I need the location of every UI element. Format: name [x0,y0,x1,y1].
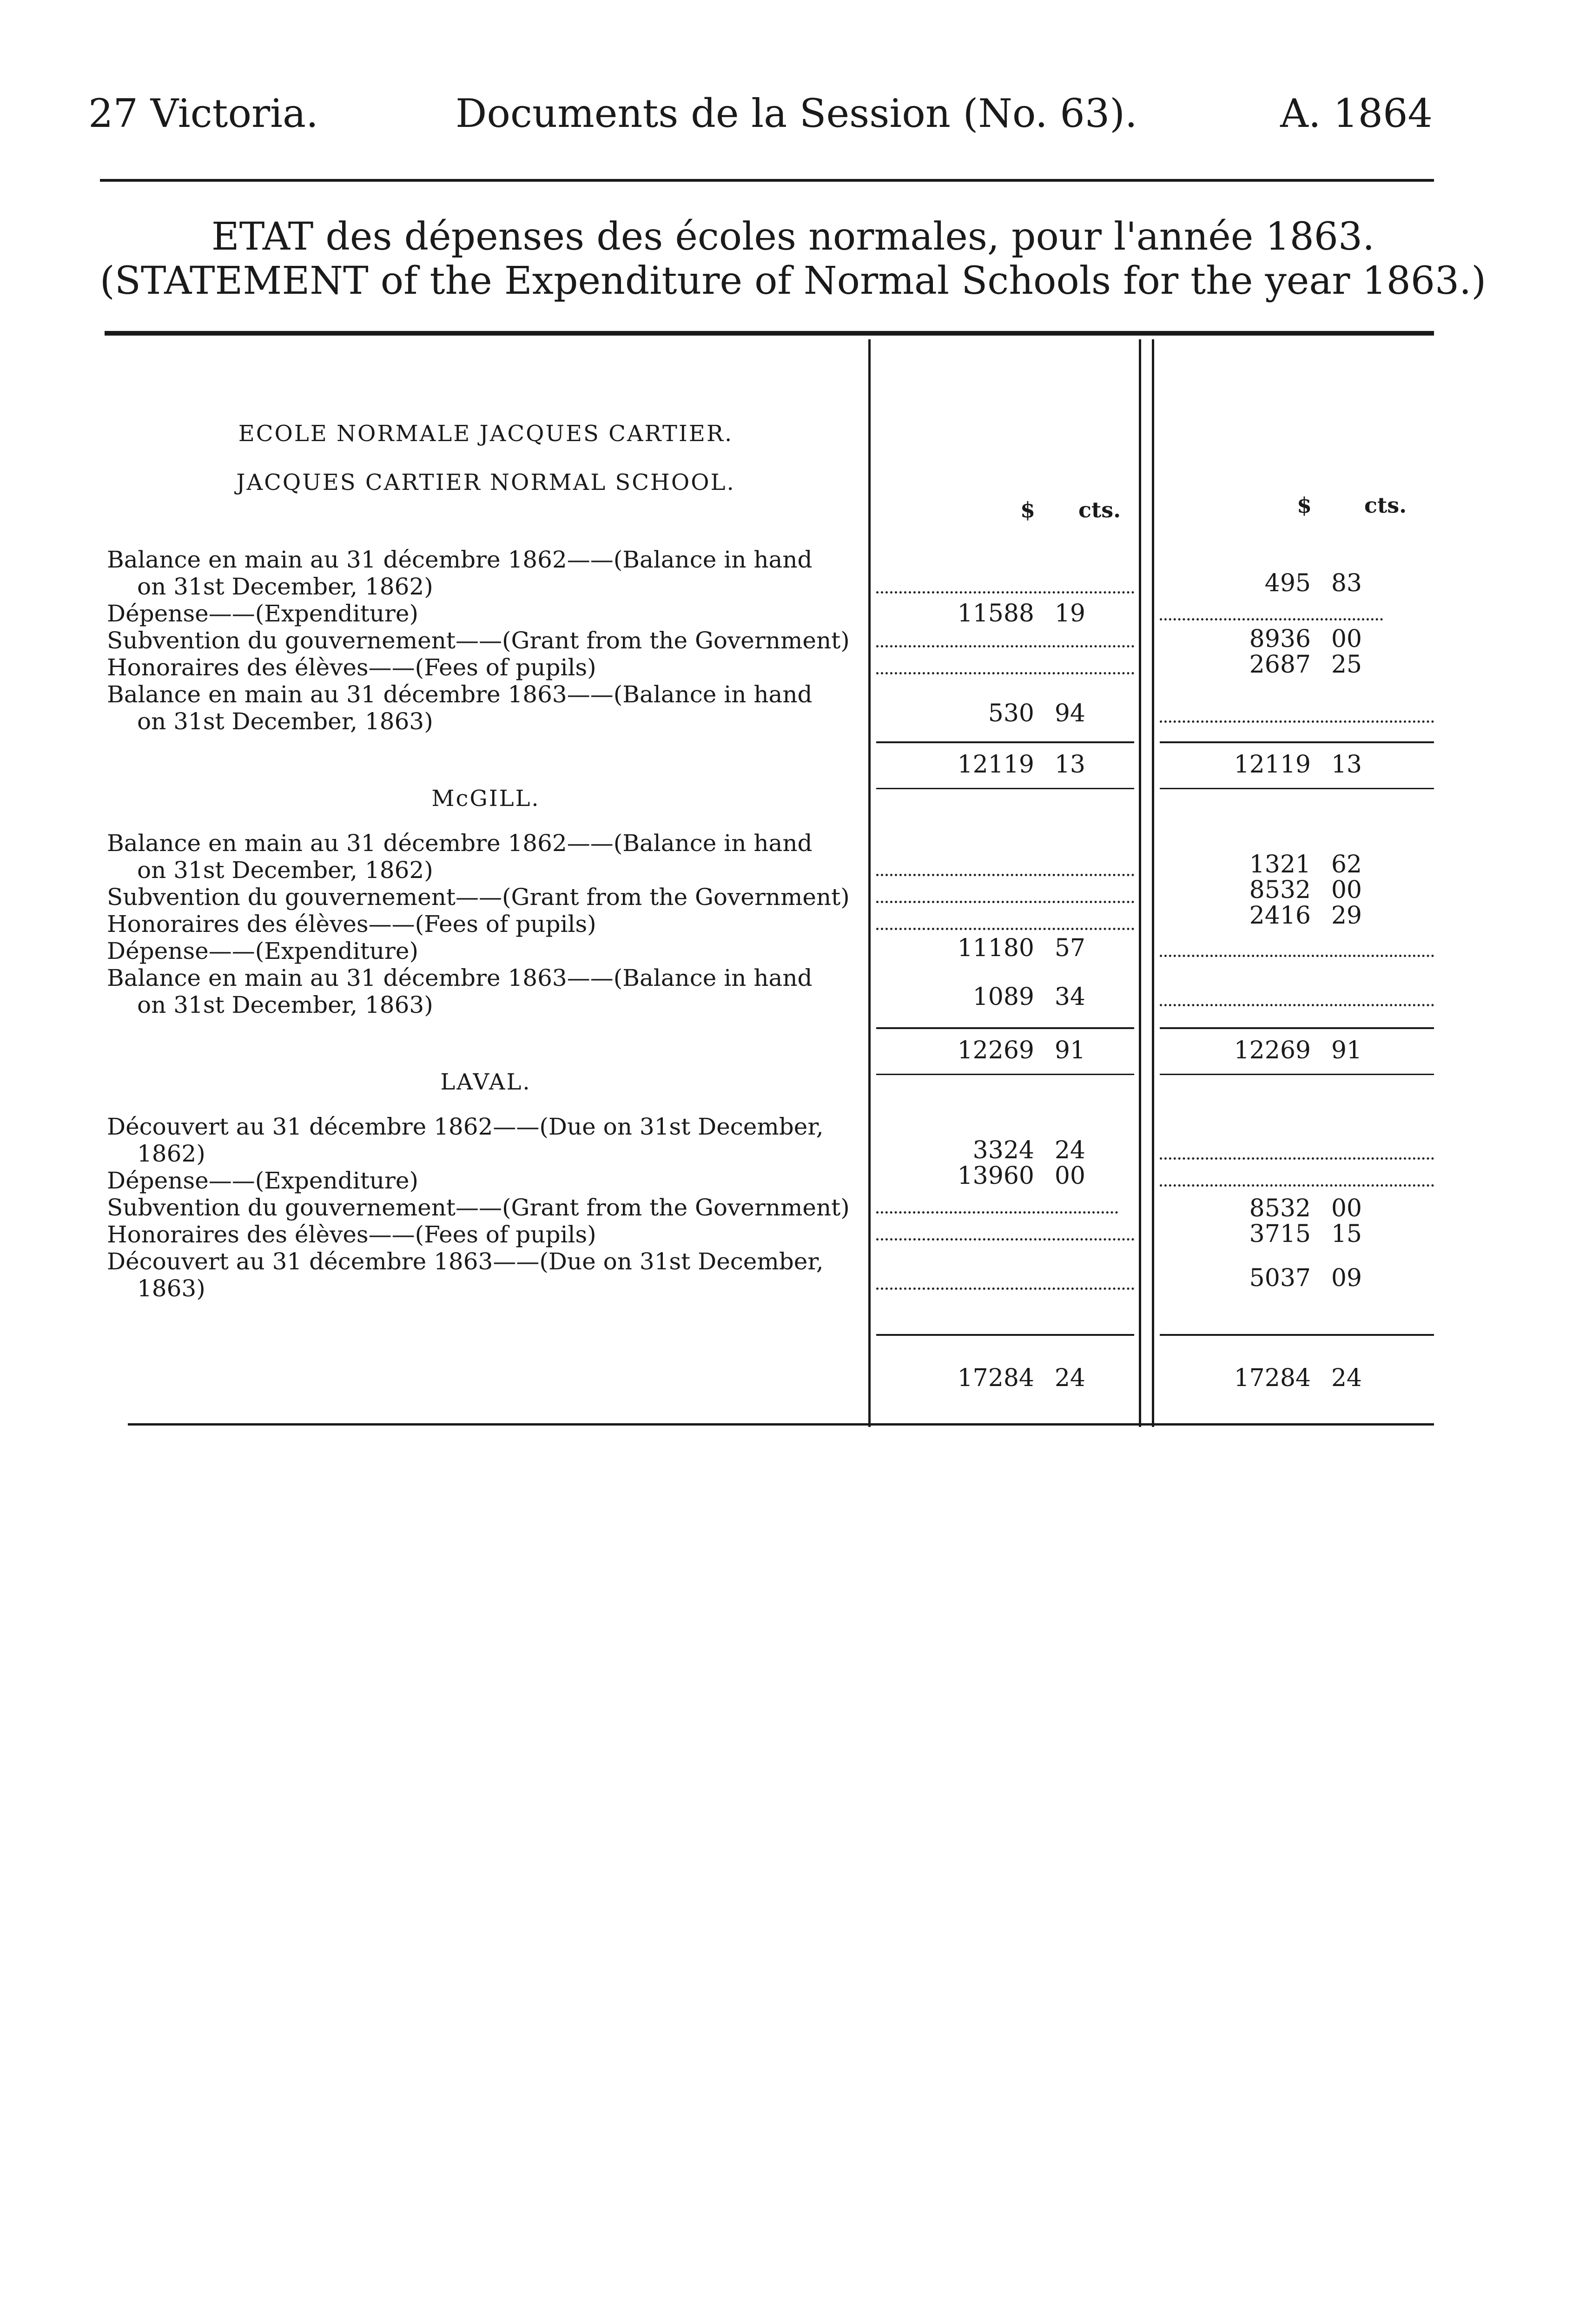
amount-cents: 62 [1331,851,1362,878]
amount-dollars: 1321 [1249,851,1311,878]
mcgill-grant-col2 [1223,876,1362,904]
laval-fees-col2 [1223,1220,1362,1248]
laval-expenditure-col1 [946,1162,1085,1190]
leader-dots [876,901,1134,903]
amount-dollars: 8532 [1249,876,1311,904]
laval-row-grant [107,1194,860,1221]
mcgill-total-col1 [946,1037,1085,1064]
amount-dollars: 495 [1264,569,1311,597]
row-label-cont: on 31st December, 1863) [137,991,433,1018]
amount-dollars: 12269 [1234,1037,1311,1064]
column-divider-2b [1152,339,1154,1427]
mcgill-row-grant [107,884,860,911]
amount-dollars: 530 [988,700,1034,727]
amount-dollars: 2416 [1249,902,1311,930]
amount-dollars: 5037 [1249,1264,1311,1292]
leader-dots [876,1287,1134,1290]
header-rule [100,179,1434,182]
col1-dollar-heading: $ [1020,497,1036,522]
laval-row-due-1863 [107,1248,860,1302]
amount-cents: 24 [1054,1364,1085,1392]
row-label: Balance en main au 31 décembre 1863——(Balance in hand [107,964,813,991]
amount-cents: 34 [1054,983,1085,1011]
jc-total-rule-col1 [876,741,1134,743]
jc-total-underline-col2 [1160,788,1434,789]
mcgill-fees-col2 [1223,902,1362,930]
section-heading-laval: LAVAL. [440,1069,531,1095]
row-label: Balance en main au 31 décembre 1862——(Balance in hand [107,546,813,573]
jc-fees-col2 [1223,651,1362,679]
mcgill-row-balance-1863 [107,964,860,1018]
mcgill-row-balance-1862 [107,830,860,884]
leader-dots [876,591,1134,594]
mcgill-expenditure-col1 [946,934,1085,962]
leader-dots [876,672,1134,674]
mcgill-row-expenditure [107,938,860,964]
jc-total-rule-col2 [1160,741,1434,743]
jc-row-balance-1862 [107,546,860,600]
title-english: (STATEMENT of the Expenditure of Normal Schools for the year 1863.) [99,259,1487,303]
amount-dollars: 17284 [1234,1364,1311,1392]
col1-cents-heading: cts. [1078,497,1121,522]
row-label: Découvert au 31 décembre 1863——(Due on 31st December, [107,1248,824,1275]
row-label: Subvention du gouvernement——(Grant from the Government) [107,884,850,911]
leader-dots [1160,618,1383,621]
amount-cents: 00 [1331,625,1362,653]
laval-total-col1 [946,1364,1085,1392]
mcgill-total-rule-col2 [1160,1027,1434,1029]
mcgill-balance-1862-col2 [1223,851,1362,878]
amount-dollars: 3715 [1249,1220,1311,1248]
amount-cents: 00 [1331,876,1362,904]
jc-row-expenditure [107,600,860,627]
amount-dollars: 8936 [1249,625,1311,653]
table-top-rule [105,331,1434,336]
row-label: Balance en main au 31 décembre 1862——(Balance in hand [107,830,813,857]
amount-dollars: 11588 [957,600,1034,627]
mcgill-total-underline-col2 [1160,1074,1434,1075]
jc-balance-1863-col1 [946,700,1085,727]
jc-balance-1862-col2 [1223,569,1362,597]
amount-dollars: 1089 [972,983,1034,1011]
jc-row-fees [107,654,860,681]
header-document-title: Documents de la Session (No. 63). [456,91,1137,136]
col2-dollar-heading: $ [1297,493,1312,518]
row-label-cont: 1863) [137,1275,205,1302]
laval-total-col2 [1223,1364,1362,1392]
column-divider-1 [868,339,871,1427]
amount-cents: 00 [1331,1195,1362,1222]
mcgill-total-rule-col1 [876,1027,1134,1029]
amount-cents: 57 [1054,934,1085,962]
amount-dollars: 12119 [957,751,1034,779]
amount-cents: 91 [1331,1037,1362,1064]
amount-cents: 00 [1054,1162,1085,1190]
amount-dollars: 13960 [957,1162,1034,1190]
amount-cents: 09 [1331,1264,1362,1292]
amount-cents: 25 [1331,651,1362,679]
jc-total-col1 [946,751,1085,779]
jc-row-balance-1863 [107,681,860,735]
row-label: Dépense——(Expenditure) [107,600,419,627]
amount-dollars: 3324 [972,1136,1034,1164]
column-divider-2a [1139,339,1141,1427]
row-label-cont: on 31st December, 1863) [137,708,433,735]
row-label: Balance en main au 31 décembre 1863——(Balance in hand [107,681,813,708]
leader-dots [1160,1004,1434,1006]
laval-total-rule-col1 [876,1334,1134,1336]
row-label-cont: on 31st December, 1862) [137,573,433,600]
jc-total-col2 [1223,751,1362,779]
leader-dots [1160,1184,1434,1187]
section-heading-jacques-cartier-fr: ECOLE NORMALE JACQUES CARTIER. [238,421,734,447]
header-page-ref: A. 1864 [1280,91,1433,136]
laval-row-fees [107,1221,860,1248]
leader-dots [876,1238,1134,1241]
amount-cents: 13 [1054,751,1085,779]
leader-dots [876,928,1134,930]
laval-row-expenditure [107,1167,860,1194]
row-label: Honoraires des élèves——(Fees of pupils) [107,1221,596,1248]
table-bottom-rule [128,1423,1434,1426]
title-french: ETAT des dépenses des écoles normales, pour l'année 1863. [211,215,1375,259]
leader-dots [876,1211,1118,1214]
jc-expenditure-col1 [946,600,1085,627]
amount-dollars: 17284 [957,1364,1034,1392]
jc-row-grant [107,627,860,654]
jc-total-underline-col1 [876,788,1134,789]
section-heading-mcgill: McGILL. [431,786,540,812]
amount-cents: 24 [1331,1364,1362,1392]
row-label-cont: 1862) [137,1140,205,1167]
row-label: Honoraires des élèves——(Fees of pupils) [107,911,596,938]
row-label: Subvention du gouvernement——(Grant from the Government) [107,627,850,654]
laval-due-1863-col2 [1223,1264,1362,1292]
header-session-year: 27 Victoria. [88,91,318,136]
amount-cents: 19 [1054,600,1085,627]
amount-cents: 91 [1054,1037,1085,1064]
row-label: Subvention du gouvernement——(Grant from the Government) [107,1194,850,1221]
amount-cents: 94 [1054,700,1085,727]
amount-dollars: 11180 [957,934,1034,962]
laval-due-1862-col1 [946,1136,1085,1164]
mcgill-total-col2 [1223,1037,1362,1064]
mcgill-row-fees [107,911,860,938]
amount-dollars: 2687 [1249,651,1311,679]
leader-dots [876,645,1134,647]
laval-row-due-1862 [107,1113,860,1167]
laval-grant-col2 [1223,1195,1362,1222]
jc-grant-col2 [1223,625,1362,653]
laval-total-rule-col2 [1160,1334,1434,1336]
row-label-cont: on 31st December, 1862) [137,857,433,884]
row-label: Dépense——(Expenditure) [107,938,419,964]
col2-cents-heading: cts. [1364,493,1407,518]
amount-dollars: 8532 [1249,1195,1311,1222]
leader-dots [1160,955,1434,957]
leader-dots [1160,720,1434,723]
amount-dollars: 12119 [1234,751,1311,779]
leader-dots [876,874,1134,876]
amount-cents: 13 [1331,751,1362,779]
row-label: Découvert au 31 décembre 1862——(Due on 31st December, [107,1113,824,1140]
amount-cents: 83 [1331,569,1362,597]
mcgill-balance-1863-col1 [946,983,1085,1011]
amount-dollars: 12269 [957,1037,1034,1064]
mcgill-total-underline-col1 [876,1074,1134,1075]
leader-dots [1160,1157,1434,1160]
amount-cents: 15 [1331,1220,1362,1248]
section-heading-jacques-cartier-en: JACQUES CARTIER NORMAL SCHOOL. [236,469,735,495]
row-label: Honoraires des élèves——(Fees of pupils) [107,654,596,681]
amount-cents: 29 [1331,902,1362,930]
amount-cents: 24 [1054,1136,1085,1164]
row-label: Dépense——(Expenditure) [107,1167,419,1194]
